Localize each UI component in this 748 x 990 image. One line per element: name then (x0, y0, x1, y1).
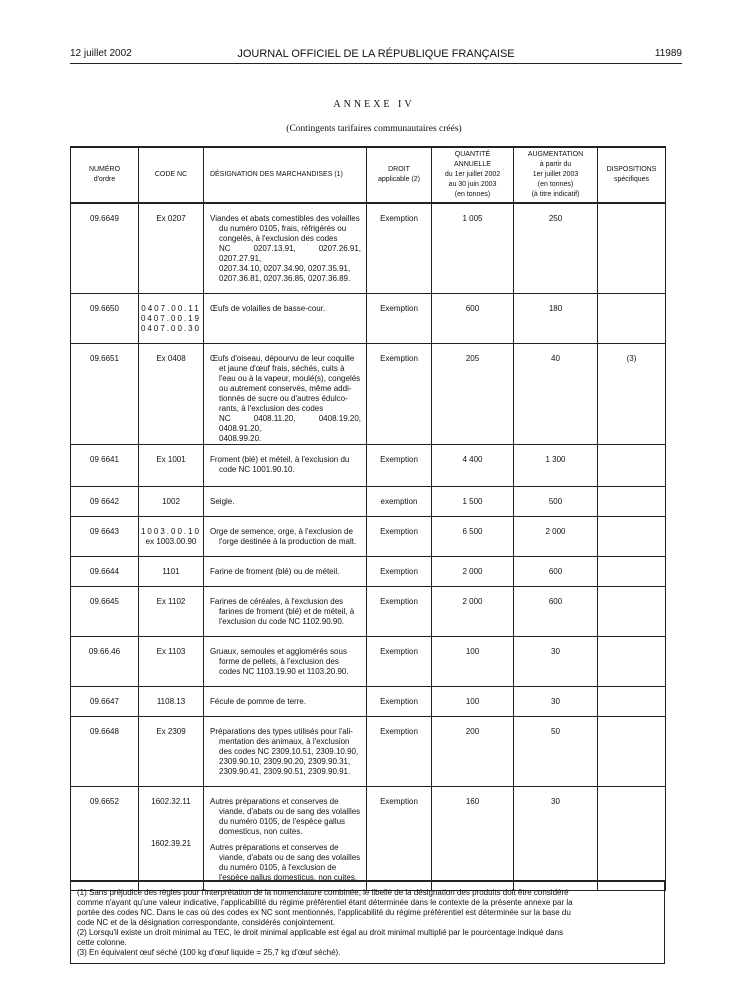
annual-quantity: 100 (432, 636, 514, 686)
footnote-line: code NC et de la désignation correspondante, considérés conjointement. (77, 918, 335, 927)
designation-line: farines de froment (blé) et de méteil, à (219, 606, 355, 616)
specific-provisions (598, 716, 666, 786)
nc-code-cell (139, 293, 204, 343)
designation-line: Préparations des types utilisés pour l'ali- (210, 726, 353, 736)
col-header-line: DISPOSITIONS (606, 166, 657, 173)
increase-quantity: 600 (514, 586, 598, 636)
tariff-quota-table (70, 146, 666, 891)
nc-code-cell (139, 444, 204, 486)
annual-quantity: 200 (432, 716, 514, 786)
col-header-line: QUANTITÉ (454, 151, 491, 158)
order-number: 09.6647 (71, 686, 139, 716)
designation-cell (204, 586, 367, 636)
specific-provisions (598, 586, 666, 636)
col-header-line: (à titre indicatif) (531, 191, 580, 198)
increase-quantity: 40 (514, 343, 598, 444)
nc-code: 1602.32.11 (151, 796, 191, 806)
nc-code: 1101 (162, 566, 180, 576)
order-number: 09 6642 (71, 486, 139, 516)
order-number: 09.6645 (71, 586, 139, 636)
designation-line: 0408.99.20. (219, 433, 262, 443)
duty-applicable: Exemption (367, 716, 432, 786)
annual-quantity: 6 500 (432, 516, 514, 556)
designation-line: l'exclusion du code NC 1102.90.90. (219, 616, 345, 626)
duty-applicable: Exemption (367, 636, 432, 686)
annual-quantity: 160 (432, 786, 514, 890)
col-header-line: du 1er juillet 2002 (444, 171, 501, 178)
specific-provisions (598, 293, 666, 343)
page-header (70, 48, 682, 64)
designation-line: Seigle. (210, 496, 235, 506)
duty-applicable: Exemption (367, 444, 432, 486)
nc-code: 0407.00.19 (140, 313, 202, 323)
designation-line: mentation des animaux, à l'exclusion (219, 736, 350, 746)
table-row (71, 556, 666, 586)
footnotes (70, 880, 665, 964)
designation-line: l'espèce gallus domesticus, non cuites. (219, 872, 358, 882)
col-header-line: ANNUELLE (454, 161, 491, 168)
designation-cell (204, 686, 367, 716)
duty-applicable: Exemption (367, 556, 432, 586)
increase-quantity: 250 (514, 203, 598, 293)
col-header-line: AUGMENTATION (527, 151, 584, 158)
nc-code: Ex 2309 (156, 726, 186, 736)
annual-quantity: 2 000 (432, 556, 514, 586)
col-header-line: 1er juillet 2003 (532, 171, 579, 178)
designation-line: code NC 1001.90.10. (219, 464, 295, 474)
header-rule (70, 63, 682, 64)
nc-code-cell (139, 786, 204, 890)
annex-subtitle: (Contingents tarifaires communautaires créés) (286, 124, 462, 134)
col-header-qty (432, 147, 514, 203)
page-number: 11989 (654, 48, 682, 59)
designation-line: NC 0408.11.20, 0408.19.20, 0408.91.20, (219, 413, 361, 433)
designation-line: viande, d'abats ou de sang des volailles (219, 806, 361, 816)
nc-code: 1002 (162, 496, 180, 506)
footnote-line: (3) En équivalent œuf séché (100 kg d'œuf liquide = 25,7 kg d'œuf séché). (77, 948, 341, 957)
col-header-line: d'ordre (93, 176, 116, 183)
nc-code-cell (139, 516, 204, 556)
journal-title: JOURNAL OFFICIEL DE LA RÉPUBLIQUE FRANÇAISE (237, 48, 515, 60)
designation-line: Fécule de pomme de terre. (210, 696, 307, 706)
designation-line: Œufs de volailles de basse-cour. (210, 303, 326, 313)
increase-quantity: 30 (514, 686, 598, 716)
col-header-aug (514, 147, 598, 203)
footnote-line: (2) Lorsqu'il existe un droit minimal au TEC, le droit minimal applicable est égal au droit minimal multiplié par le pourcentage indiqué dans (77, 928, 564, 937)
designation-line: Autres préparations et conserves de (210, 796, 339, 806)
table-row (71, 786, 666, 890)
table-row (71, 716, 666, 786)
order-number: 09.6649 (71, 203, 139, 293)
nc-code-cell (139, 343, 204, 444)
designation-line: l'eau ou à la vapeur, moulé(s), congelés (219, 373, 361, 383)
table-row (71, 586, 666, 636)
table-row (71, 636, 666, 686)
duty-applicable: Exemption (367, 786, 432, 890)
nc-code-cell (139, 556, 204, 586)
specific-provisions (598, 636, 666, 686)
nc-code-cell (139, 636, 204, 686)
nc-code: Ex 0408 (156, 353, 186, 363)
designation-line: Autres préparations et conserves de (210, 842, 339, 852)
footnote-line: (1) Sans préjudice des règles pour l'interprétation de la nomenclature combinée, le libellé de la désignation des produits doit être considéré (77, 888, 569, 897)
increase-quantity: 600 (514, 556, 598, 586)
duty-applicable: Exemption (367, 516, 432, 556)
order-number: 09.6650 (71, 293, 139, 343)
designation-cell (204, 786, 367, 890)
annual-quantity: 600 (432, 293, 514, 343)
nc-code: Ex 0207 (156, 214, 186, 223)
table-header-row (71, 147, 666, 203)
designation-line: du numéro 0105, de l'espèce gallus (219, 816, 346, 826)
designation-line: ou autrement conservés, même addi- (219, 383, 352, 393)
footnote-line: portée des codes NC. Dans le cas où des codes ex NC sont mentionnés, l'applicabilité du régime préférentiel est déterminée sur la base du (77, 908, 571, 917)
duty-applicable: Exemption (367, 343, 432, 444)
designation-cell (204, 516, 367, 556)
col-header-line: (en tonnes) (454, 191, 491, 198)
header-date: 12 juillet 2002 (70, 48, 132, 59)
col-header-num (71, 147, 139, 203)
designation-cell (204, 556, 367, 586)
designation-cell (204, 636, 367, 686)
duty-applicable: exemption (367, 486, 432, 516)
col-header-droit (367, 147, 432, 203)
designation-line: et jaune d'œuf frais, séchés, cuits à (219, 363, 345, 373)
nc-code: 1003.00.10 (140, 526, 202, 536)
order-number: 09.6651 (71, 343, 139, 444)
increase-quantity: 30 (514, 786, 598, 890)
designation-line: du numéro 0105, frais, réfrigérés ou (219, 224, 347, 233)
annual-quantity: 2 000 (432, 586, 514, 636)
designation-cell (204, 716, 367, 786)
designation-line: 2309.90.41, 2309.90.51, 2309.90.91. (219, 766, 351, 776)
designation-line: des codes NC 2309.10.51, 2309.10.90, (219, 746, 359, 756)
table-row (71, 516, 666, 556)
order-number: 09 6641 (71, 444, 139, 486)
designation-cell (204, 203, 367, 293)
nc-code: ex 1003.00.90 (145, 536, 197, 546)
nc-code: 1108.13 (156, 696, 186, 706)
designation-line: forme de pellets, à l'exclusion des (219, 656, 339, 666)
nc-code-cell (139, 486, 204, 516)
nc-code: Ex 1103 (156, 646, 186, 656)
specific-provisions (598, 686, 666, 716)
table-row (71, 686, 666, 716)
annual-quantity: 1 500 (432, 486, 514, 516)
designation-line: domesticus, non cuites. (219, 826, 303, 836)
col-header-line: au 30 juin 2003 (448, 181, 497, 188)
duty-applicable: Exemption (367, 293, 432, 343)
order-number: 09.6652 (71, 786, 139, 890)
table-row (71, 343, 666, 444)
table-row (71, 293, 666, 343)
designation-line: codes NC 1103.19.90 et 1103.20.90. (219, 666, 349, 676)
table-row (71, 203, 666, 293)
nc-code: Ex 1001 (156, 454, 186, 464)
col-header-desig (204, 147, 367, 203)
specific-provisions: (3) (598, 343, 666, 444)
duty-applicable: Exemption (367, 586, 432, 636)
increase-quantity: 500 (514, 486, 598, 516)
order-number: 09.6648 (71, 716, 139, 786)
col-header-line: applicable (2) (377, 176, 421, 183)
col-header-line: CODE NC (154, 171, 188, 178)
col-header-code (139, 147, 204, 203)
designation-line: l'orge destinée à la production de malt. (219, 536, 357, 546)
col-header-line: DROIT (388, 166, 410, 173)
nc-code-cell (139, 686, 204, 716)
designation-cell (204, 444, 367, 486)
designation-cell (204, 486, 367, 516)
nc-code: 0407.00.11 (141, 303, 201, 313)
designation-line: 2309.90.10, 2309.90.20, 2309.90.31, (219, 756, 351, 766)
designation-line: tionnés de sucre ou d'autres édulco- (219, 393, 348, 403)
nc-code: 0407.00.30 (140, 323, 202, 333)
designation-line: NC 0207.13.91, 0207.26.91, 0207.27.91, (219, 244, 361, 263)
duty-applicable: Exemption (367, 686, 432, 716)
designation-line: Gruaux, semoules et agglomérés sous (210, 646, 347, 656)
designation-line: Œufs d'oiseau, dépourvu de leur coquille (210, 353, 355, 363)
table-row (71, 486, 666, 516)
col-header-line: NUMÉRO (88, 166, 121, 173)
increase-quantity: 180 (514, 293, 598, 343)
col-header-disp (598, 147, 666, 203)
designation-line: Farines de céréales, à l'exclusion des (210, 596, 344, 606)
order-number: 09.66.46 (71, 636, 139, 686)
designation-line: du numéro 0105, à l'exclusion de (219, 862, 337, 872)
table-row (71, 444, 666, 486)
annex-title: ANNEXE IV (333, 99, 415, 110)
specific-provisions (598, 203, 666, 293)
increase-quantity: 30 (514, 636, 598, 686)
designation-line: Viandes et abats comestibles des volailles (210, 214, 360, 223)
footnote-line: comme n'ayant qu'une valeur indicative, l'applicabilité du régime préférentiel étant déterminée dans le contexte de la présente annexe par la (77, 898, 573, 907)
increase-quantity: 50 (514, 716, 598, 786)
increase-quantity: 2 000 (514, 516, 598, 556)
nc-code-cell (139, 586, 204, 636)
designation-line: rants, à l'exclusion des codes (219, 403, 324, 413)
annual-quantity: 205 (432, 343, 514, 444)
col-header-line: spécifiques (613, 176, 650, 183)
col-header-line: (en tonnes) (537, 181, 574, 188)
col-header-line: DÉSIGNATION DES MARCHANDISES (1) (210, 171, 343, 178)
col-header-line: à partir du (539, 161, 572, 168)
designation-line: Farine de froment (blé) ou de méteil. (210, 566, 340, 576)
duty-applicable: Exemption (367, 203, 432, 293)
specific-provisions (598, 786, 666, 890)
designation-line: viande, d'abats ou de sang des volailles (219, 852, 361, 862)
specific-provisions (598, 556, 666, 586)
nc-code-cell (139, 716, 204, 786)
nc-code-cell (139, 203, 204, 293)
annual-quantity: 4 400 (432, 444, 514, 486)
order-number: 09.6644 (71, 556, 139, 586)
designation-line: Orge de semence, orge, à l'exclusion de (210, 526, 353, 536)
nc-code: Ex 1102 (156, 596, 186, 606)
designation-line: 0207.34.10, 0207.34.90, 0207.35.91, (219, 264, 351, 273)
increase-quantity: 1 300 (514, 444, 598, 486)
specific-provisions (598, 516, 666, 556)
specific-provisions (598, 444, 666, 486)
footnote-line: cette colonne. (77, 938, 127, 947)
designation-cell (204, 293, 367, 343)
annual-quantity: 100 (432, 686, 514, 716)
designation-line: Froment (blé) et méteil, à l'exclusion du (210, 454, 350, 464)
order-number: 09 6643 (71, 516, 139, 556)
designation-cell (204, 343, 367, 444)
annual-quantity: 1 005 (432, 203, 514, 293)
nc-code: 1602.39.21 (150, 838, 192, 848)
designation-line: congelés, à l'exclusion des codes (219, 234, 338, 243)
designation-line: 0207.36.81, 0207.36.85, 0207.36.89. (219, 274, 351, 283)
specific-provisions (598, 486, 666, 516)
